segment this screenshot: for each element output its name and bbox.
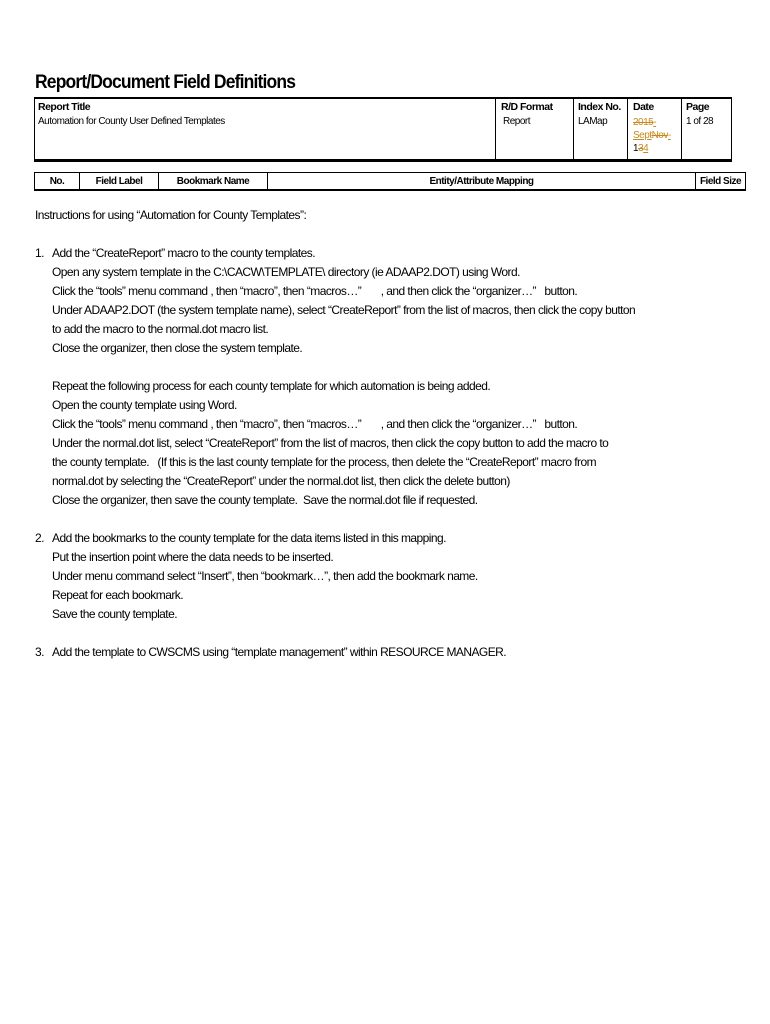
page-title: Report/Document Field Definitions xyxy=(35,72,296,93)
list-item: normal.dot by selecting the “CreateReport” under the normal.dot list, then click the delete button) xyxy=(52,474,510,488)
list-item: Under ADAAP2.DOT (the system template name), select “CreateReport” from the list of macros, then click the copy button xyxy=(52,303,636,317)
col-field-label: Field Label xyxy=(80,173,159,189)
list-item: Under the normal.dot list, select “CreateReport” from the list of macros, then click the copy button to add the macro to xyxy=(52,436,609,450)
date-separator: - xyxy=(653,117,657,128)
col-divider xyxy=(681,99,682,159)
list-item: Repeat the following process for each county template for which automation is being added. xyxy=(52,379,491,393)
list-item: Under menu command select “Insert”, then “bookmark…”, then add the bookmark name. xyxy=(52,569,478,583)
page-label: Page xyxy=(686,101,710,113)
col-divider xyxy=(495,99,496,159)
date-day-deleted: 3 xyxy=(638,143,644,154)
col-field-size: Field Size xyxy=(699,175,742,187)
date-value xyxy=(633,116,677,155)
report-title-value: Automation for County User Defined Templates xyxy=(38,116,225,127)
list-item: Close the organizer, then save the county template. Save the normal.dot file if requested. xyxy=(52,493,478,507)
date-day-a: 1 xyxy=(633,143,639,154)
step-1-heading xyxy=(35,244,735,263)
list-item: Click the “tools” menu command , then “macro”, then “macros…” , and then click the “organizer…” button. xyxy=(52,284,578,298)
page-value: 1 of 28 xyxy=(686,116,714,127)
col-divider xyxy=(627,99,628,159)
step-heading-text: Add the “CreateReport” macro to the county templates. xyxy=(52,246,315,260)
list-item: to add the macro to the normal.dot macro list. xyxy=(52,322,269,336)
field-columns-header xyxy=(34,172,746,191)
col-entity-mapping: Entity/Attribute Mapping xyxy=(268,173,696,189)
step-number: 1. xyxy=(35,246,44,260)
list-item: Repeat for each bookmark. xyxy=(52,588,183,602)
date-deleted-year: 2015 xyxy=(633,117,654,128)
list-item: Save the county template. xyxy=(52,607,178,621)
list-item: Close the organizer, then close the system template. xyxy=(52,341,303,355)
list-item: Click the “tools” menu command , then “macro”, then “macros…” , and then click the “organizer…” button. xyxy=(52,417,578,431)
report-title-label: Report Title xyxy=(38,101,91,113)
instructions-intro: Instructions for using “Automation for County Templates”: xyxy=(35,208,307,222)
list-item: Put the insertion point where the data needs to be inserted. xyxy=(52,550,334,564)
step-heading-text: Add the bookmarks to the county template for the data items listed in this mapping. xyxy=(52,531,446,545)
step-number: 2. xyxy=(35,531,44,545)
list-item: Open the county template using Word. xyxy=(52,398,237,412)
col-divider xyxy=(573,99,574,159)
date-deleted-month: Nov xyxy=(651,130,668,141)
date-separator-2: - xyxy=(667,130,671,141)
report-header-table xyxy=(34,97,732,162)
col-no: No. xyxy=(35,173,80,189)
date-inserted-month: Sept xyxy=(633,130,652,141)
step-2-heading xyxy=(35,529,735,548)
rd-format-label: R/D Format xyxy=(501,101,553,113)
list-item: the county template. (If this is the last county template for the process, then delete the “CreateReport” macro from xyxy=(52,455,597,469)
step-number: 3. xyxy=(35,645,44,659)
rd-format-value: Report xyxy=(503,116,531,127)
date-label: Date xyxy=(633,101,654,113)
step-3-heading xyxy=(35,643,735,662)
col-bookmark-name: Bookmark Name xyxy=(159,173,268,189)
index-no-value: LAMap xyxy=(578,116,608,127)
instructions xyxy=(35,206,735,662)
date-day-inserted: 4 xyxy=(643,143,649,154)
index-no-label: Index No. xyxy=(578,101,621,113)
step-heading-text: Add the template to CWSCMS using “template management” within RESOURCE MANAGER. xyxy=(52,645,507,659)
list-item: Open any system template in the C:\CACW\TEMPLATE\ directory (ie ADAAP2.DOT) using Word. xyxy=(52,265,520,279)
